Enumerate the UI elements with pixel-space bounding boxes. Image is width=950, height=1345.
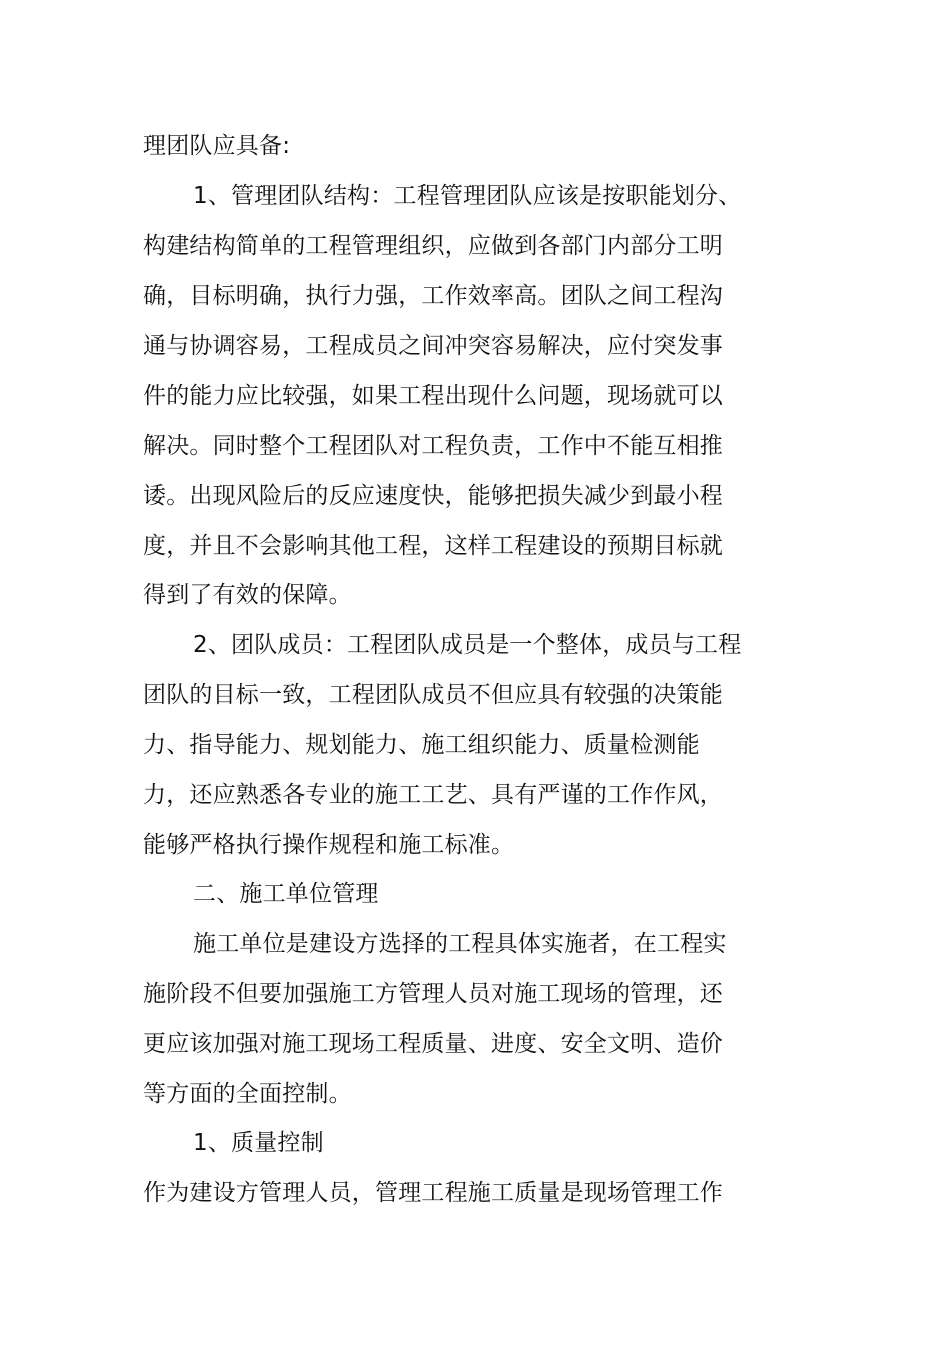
text-line: 力、指导能力、规划能力、施工组织能力、质量检测能	[143, 732, 700, 758]
text-line: 施阶段不但要加强施工方管理人员对施工现场的管理，还	[143, 981, 723, 1007]
text-line: 通与协调容易，工程成员之间冲突容易解决，应付突发事	[143, 333, 723, 359]
text-line: 团队的目标一致，工程团队成员不但应具有较强的决策能	[143, 682, 723, 708]
text-line: 2、团队成员：工程团队成员是一个整体，成员与工程	[193, 632, 742, 658]
text-line: 力，还应熟悉各专业的施工工艺、具有严谨的工作作风，	[143, 782, 723, 808]
text-line: 解决。同时整个工程团队对工程负责，工作中不能互相推	[143, 433, 723, 459]
text-line: 1、管理团队结构：工程管理团队应该是按职能划分、	[193, 183, 742, 209]
text-line: 作为建设方管理人员，管理工程施工质量是现场管理工作	[143, 1180, 723, 1206]
text-line: 度，并且不会影响其他工程，这样工程建设的预期目标就	[143, 533, 723, 559]
text-line: 等方面的全面控制。	[143, 1081, 352, 1107]
text-line: 确，目标明确，执行力强，工作效率高。团队之间工程沟	[143, 283, 723, 309]
text-line: 构建结构简单的工程管理组织，应做到各部门内部分工明	[143, 233, 723, 259]
text-line: 更应该加强对施工现场工程质量、进度、安全文明、造价	[143, 1031, 723, 1057]
text-line: 施工单位是建设方选择的工程具体实施者，在工程实	[193, 931, 727, 957]
text-line: 得到了有效的保障。	[143, 582, 352, 608]
text-line: 件的能力应比较强，如果工程出现什么问题，现场就可以	[143, 383, 723, 409]
text-line: 能够严格执行操作规程和施工标准。	[143, 832, 515, 858]
section-heading: 二、施工单位管理	[193, 881, 379, 907]
text-line: 诿。出现风险后的反应速度快，能够把损失减少到最小程	[143, 483, 723, 509]
text-line: 理团队应具备:	[143, 133, 291, 159]
subsection-heading: 1、质量控制	[193, 1130, 324, 1156]
